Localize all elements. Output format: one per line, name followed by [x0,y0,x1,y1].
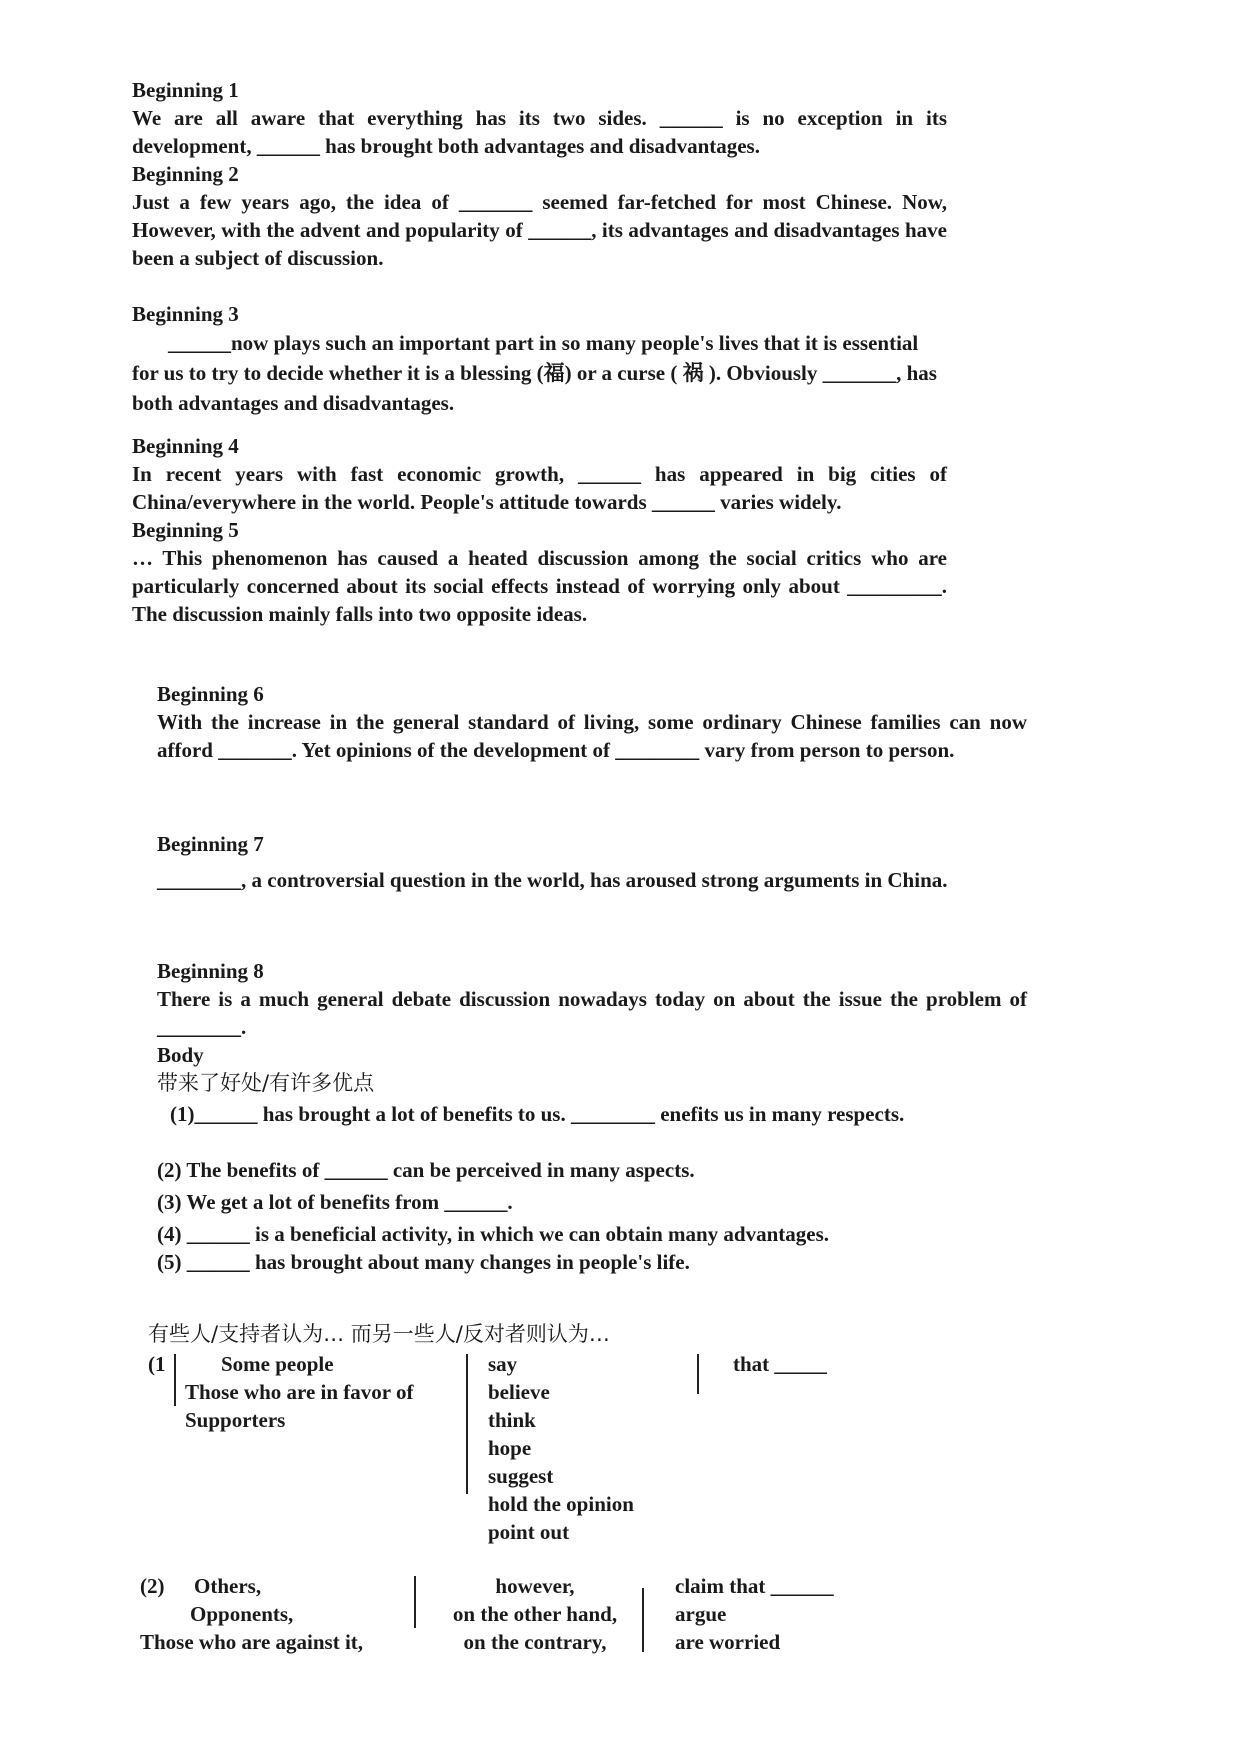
verb-claim: claim that ______ [675,1574,834,1598]
beginning-1-title: Beginning 1 [132,78,239,102]
beginning-6 [157,680,1027,764]
beginning-1-text: We are all aware that everything has its two sides. ______ is no exception in its development, ______ has brought both advantages and disadvantages. [132,106,947,158]
opinion-table-2-connectors [432,1572,638,1656]
subject-others: Others, [194,1574,262,1598]
verb-hold-opinion: hold the opinion [488,1492,634,1516]
opinion-table-2-number: (2) [140,1574,165,1598]
subject-against: Those who are against it, [140,1630,364,1654]
opinion-table-2-bar-right [642,1588,644,1652]
opinion-table-1-verbs [488,1350,634,1546]
verb-worried: are worried [675,1630,781,1654]
beginning-7-text: ________, a controversial question in the world, has aroused strong arguments in China. [157,868,948,892]
opinion-table-1-bar-mid [466,1354,468,1494]
beginning-3-title: Beginning 3 [132,302,239,326]
opinion-table-1-bar-left [174,1354,176,1406]
verb-hope: hope [488,1436,532,1460]
opinion-table-1-bar-right [697,1354,699,1394]
beginning-8-and-body [157,957,1027,1097]
connector-contrary: on the contrary, [463,1630,607,1654]
body-item-2: (2) The benefits of ______ can be perceived in many aspects. [157,1158,695,1182]
body-cn-heading: 带来了好处/有许多优点 [157,1071,375,1095]
beginning-2-text: Just a few years ago, the idea of _______ seemed far-fetched for most Chinese. Now, However, with the advent and popularity of ______, its advantages and disadvantages have been a subject of discussion. [132,190,947,270]
verb-argue: argue [675,1602,727,1626]
beginnings-3-5 [132,300,947,628]
body-item-3: (3) We get a lot of benefits from ______. [157,1190,513,1214]
opinion-table-2-subjects [140,1572,363,1656]
beginning-5-title: Beginning 5 [132,518,239,542]
opinion-table-1-subjects [185,1350,413,1434]
opinion-table-1-number: (1 [148,1352,166,1376]
subject-some-people: Some people [221,1352,334,1376]
beginning-6-text: With the increase in the general standard of living, some ordinary Chinese families can now afford _______. Yet opinions of the development of ________ vary from person to person. [157,710,1027,762]
opinion-table-2-verbs [675,1572,834,1656]
subject-supporters: Supporters [185,1408,286,1432]
subject-opponents: Opponents, [190,1602,294,1626]
body-item-5: (5) ______ has brought about many changes in people's life. [157,1250,690,1274]
opinions-cn-heading: 有些人/支持者认为… 而另一些人/反对者则认为… [148,1322,610,1346]
beginning-2-title: Beginning 2 [132,162,239,186]
subject-in-favor: Those who are in favor of [185,1380,414,1404]
beginning-7 [157,830,1027,894]
beginning-4-title: Beginning 4 [132,434,239,458]
beginnings-1-2 [132,76,947,272]
beginning-8-text: There is a much general debate discussion nowadays today on about the issue the problem of ________. [157,987,1027,1039]
verb-think: think [488,1408,536,1432]
verb-suggest: suggest [488,1464,554,1488]
verb-say: say [488,1352,518,1376]
body-item-1: (1)______ has brought a lot of benefits to us. ________ enefits us in many respects. [170,1102,905,1126]
opinion-table-1-tail: that _____ [733,1352,827,1376]
beginning-8-title: Beginning 8 [157,959,264,983]
beginning-6-title: Beginning 6 [157,682,264,706]
connector-other-hand: on the other hand, [452,1602,618,1626]
body-item-4: (4) ______ is a beneficial activity, in which we can obtain many advantages. [157,1222,830,1246]
beginning-5-text: … This phenomenon has caused a heated discussion among the social critics who are particularly concerned about its social effects instead of worrying only about _________. The discussion mainly falls into two opposite ideas. [132,546,947,626]
beginning-3-text: ______now plays such an important part in so many people's lives that it is essential for us to try to decide whether it is a blessing (福) or a curse ( 祸 ). Obviously _______, has both advantages and disadvantages. [132,331,937,415]
body-title: Body [157,1043,204,1067]
verb-point-out: point out [488,1520,570,1544]
connector-however: however, [495,1574,575,1598]
body-items-2-5 [157,1156,1027,1276]
verb-believe: believe [488,1380,550,1404]
opinion-table-2-bar-left [414,1576,416,1628]
beginning-7-title: Beginning 7 [157,832,264,856]
body-items [126,1100,1027,1128]
beginning-4-text: In recent years with fast economic growth, ______ has appeared in big cities of China/everywhere in the world. People's attitude towards ______ varies widely. [132,462,947,514]
